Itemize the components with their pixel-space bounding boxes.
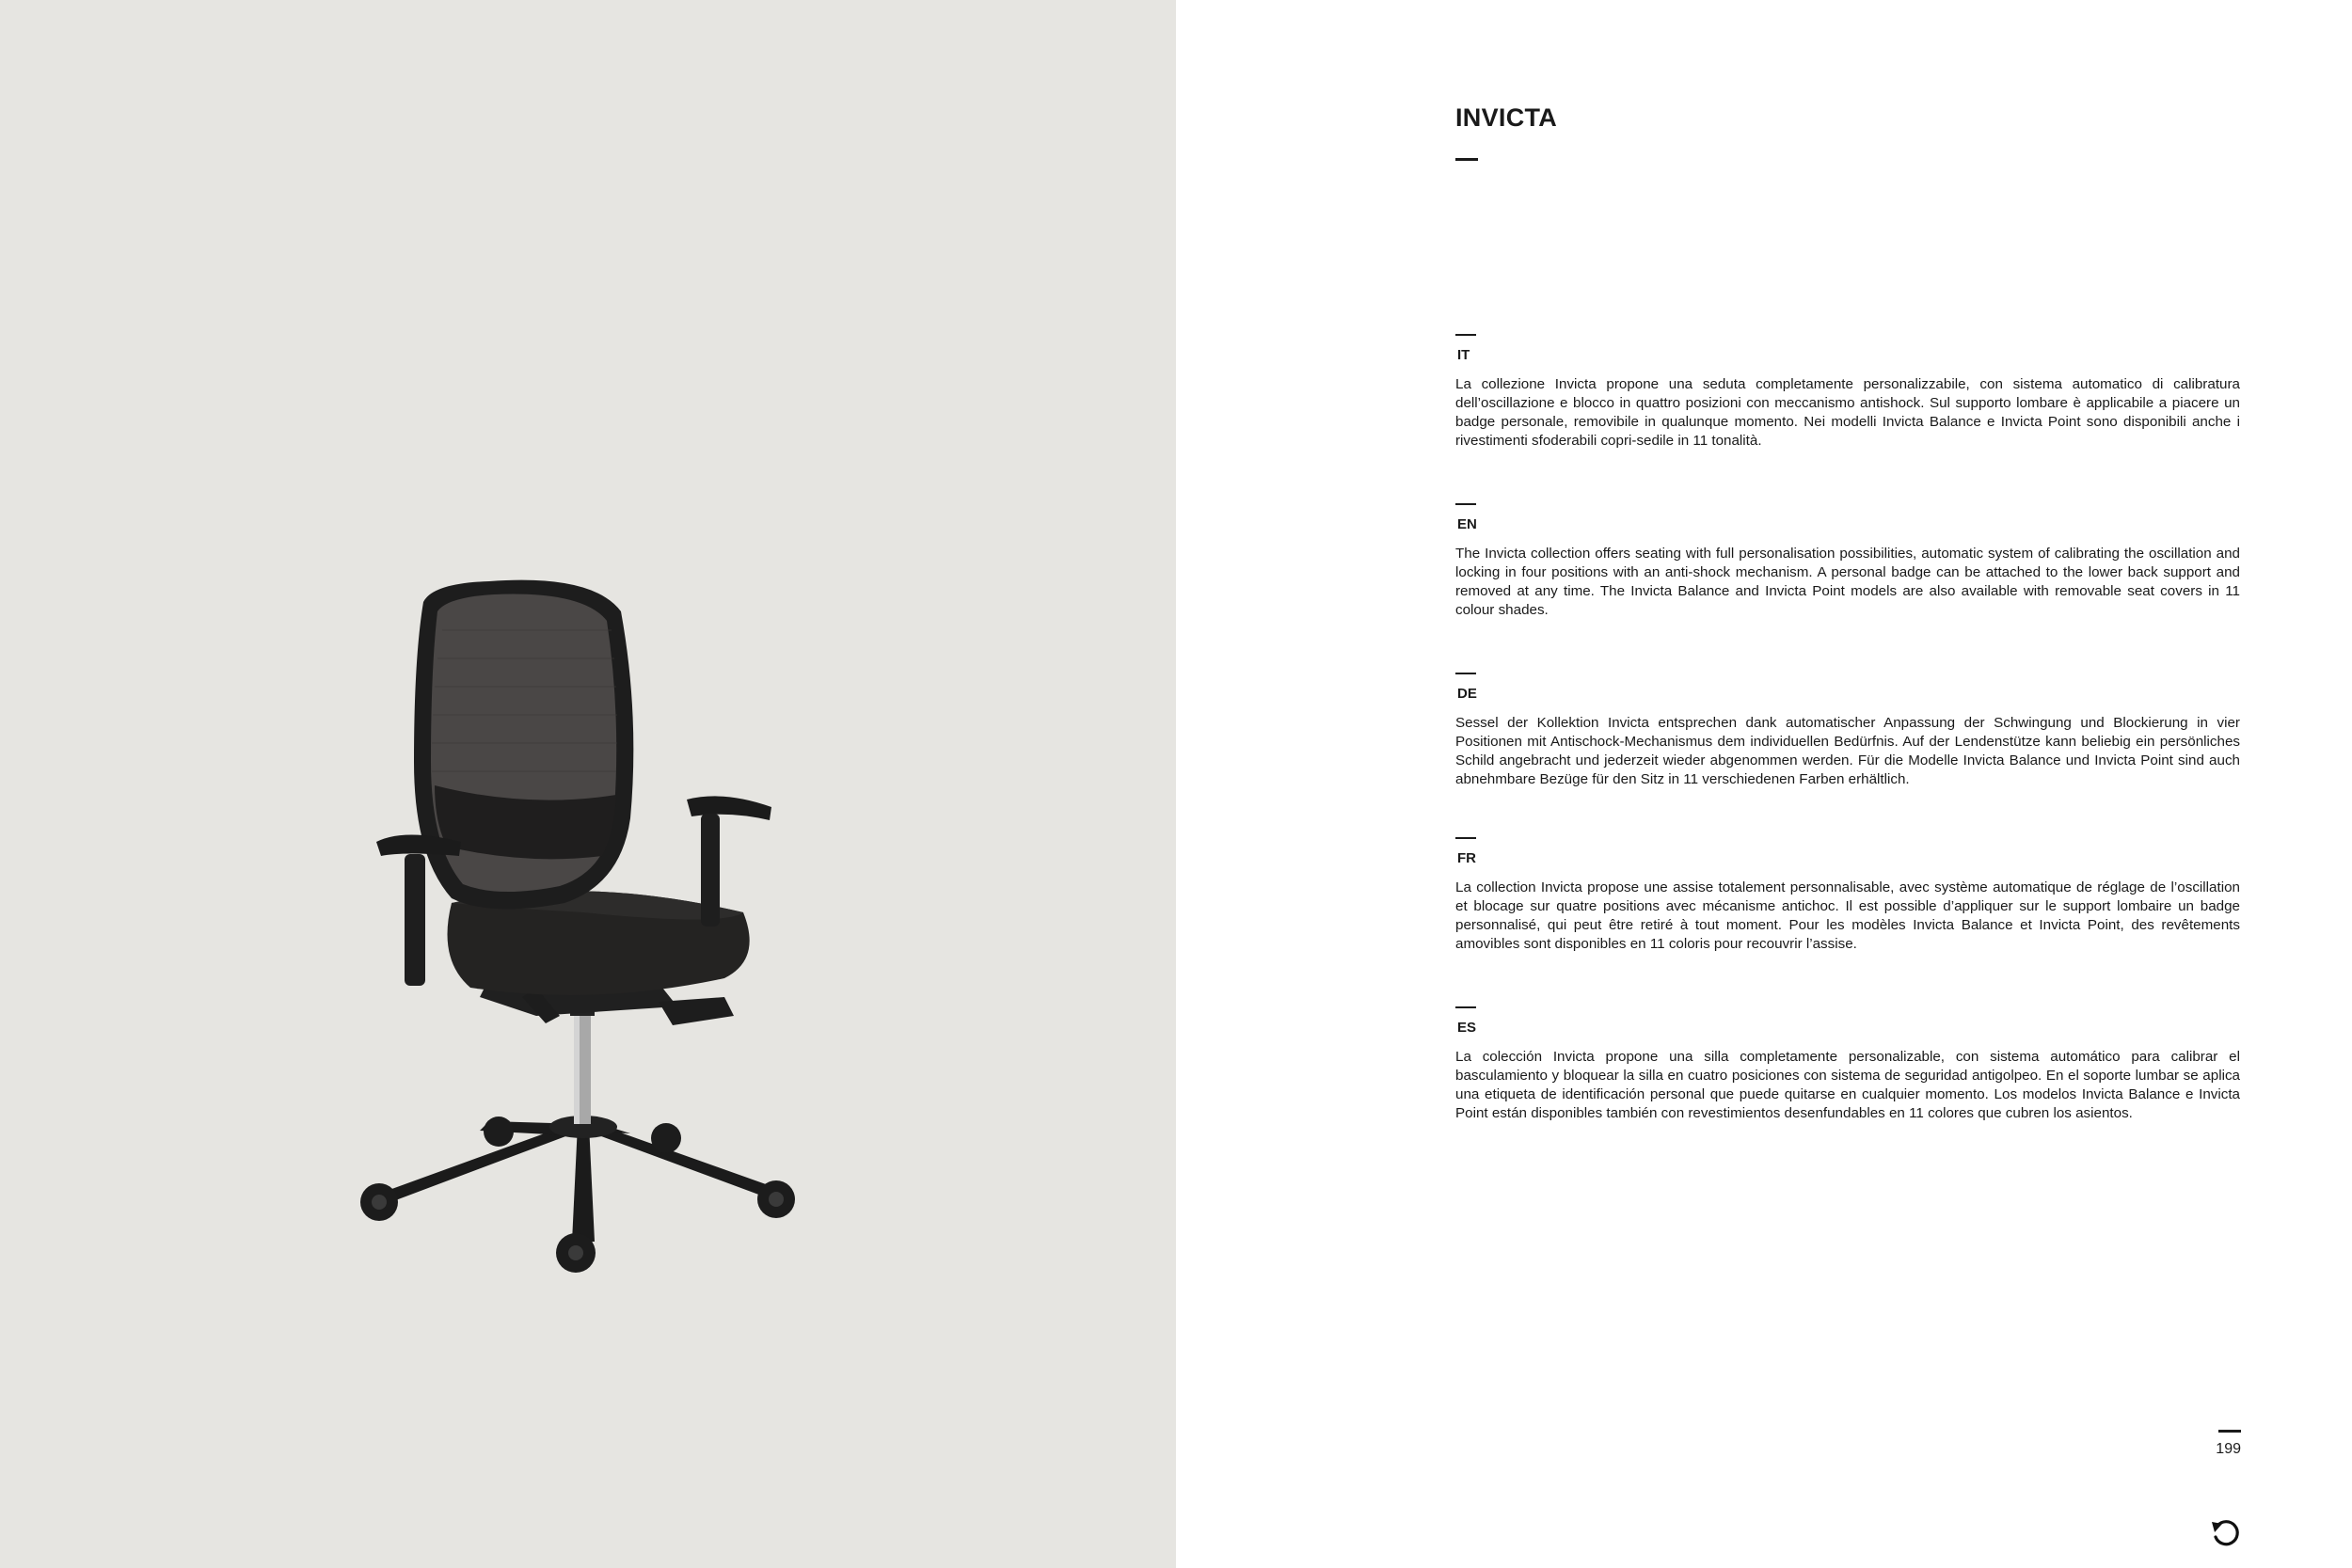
section-es — [1455, 1006, 2240, 1123]
undo-arrow-icon[interactable] — [2209, 1516, 2243, 1550]
language-code: FR — [1457, 850, 1476, 866]
section-divider — [1455, 1006, 1476, 1008]
title-divider — [1455, 158, 1478, 161]
language-code: EN — [1457, 516, 1477, 532]
section-it — [1455, 334, 2240, 451]
section-divider — [1455, 673, 1476, 674]
section-divider — [1455, 503, 1476, 505]
section-de — [1455, 673, 2240, 789]
page-number: 199 — [2216, 1441, 2241, 1457]
language-code: IT — [1457, 347, 1470, 363]
office-chair-image — [348, 574, 818, 1289]
language-code: ES — [1457, 1020, 1477, 1036]
section-text: Sessel der Kollektion Invicta entsprechen dank automatischer Anpassung der Schwingung und Blockierung in vier Positionen mit Antischock-Mechanismus dem individuellen Bedürfnis. Auf der Lendenstütze kann beliebig ein persönliches Schild angebracht und jederzeit wieder abgenommen werden. Für die Modelle Invicta Balance und Invicta Point sind auch abnehmbare Bezüge für den Sitz in 11 verschiedenen Farben erhältlich. — [1455, 715, 2240, 787]
section-text: La collezione Invicta propone una seduta completamente personalizzabile, con sistema automatico di calibratura dell’oscillazione e blocco in quattro posizioni con meccanismo antishock. Sul supporto lombare è applicabile a piacere un badge personale, removibile in qualunque momento. Nei modelli Invicta Balance e Invicta Point sono disponibili anche i rivestimenti sfoderabili copri-sedile in 11 tonalità. — [1455, 376, 2240, 449]
section-fr — [1455, 837, 2240, 954]
product-title: INVICTA — [1455, 103, 1558, 132]
section-divider — [1455, 334, 1476, 336]
section-text: La collection Invicta propose une assise totalement personnalisable, avec système automatique de réglage de l’oscillation et blocage sur quatre positions avec mécanisme antichoc. Il est possible d’appliquer sur le support lombaire un badge personnalisé, qui peut être retiré à tout moment. Pour les modèles Invicta Balance et Invicta Point, des revêtements amovibles sont disponibles en 11 coloris pour recouvrir l’assise. — [1455, 879, 2240, 952]
section-text: The Invicta collection offers seating with full personalisation possibilities, automatic system of calibrating the oscillation and locking in four positions with an anti-shock mechanism. A personal badge can be attached to the lower back support and removed at any time. The Invicta Balance and Invicta Point models are also available with removable seat covers in 11 colour shades. — [1455, 546, 2240, 618]
section-divider — [1455, 837, 1476, 839]
section-text: La colección Invicta propone una silla completamente personalizable, con sistema automático para calibrar el basculamiento y bloquear la silla en cuatro posiciones con sistema de seguridad antigolpeo. En el soporte lumbar se aplica una etiqueta de identificación personal que puede quitarse en cualquier momento. Los modelos Invicta Balance e Invicta Point están disponibles también con revestimientos desenfundables en 11 colores que cubren los asientos. — [1455, 1049, 2240, 1121]
language-code: DE — [1457, 686, 1477, 702]
section-en — [1455, 503, 2240, 620]
page-number-divider — [2218, 1430, 2241, 1433]
